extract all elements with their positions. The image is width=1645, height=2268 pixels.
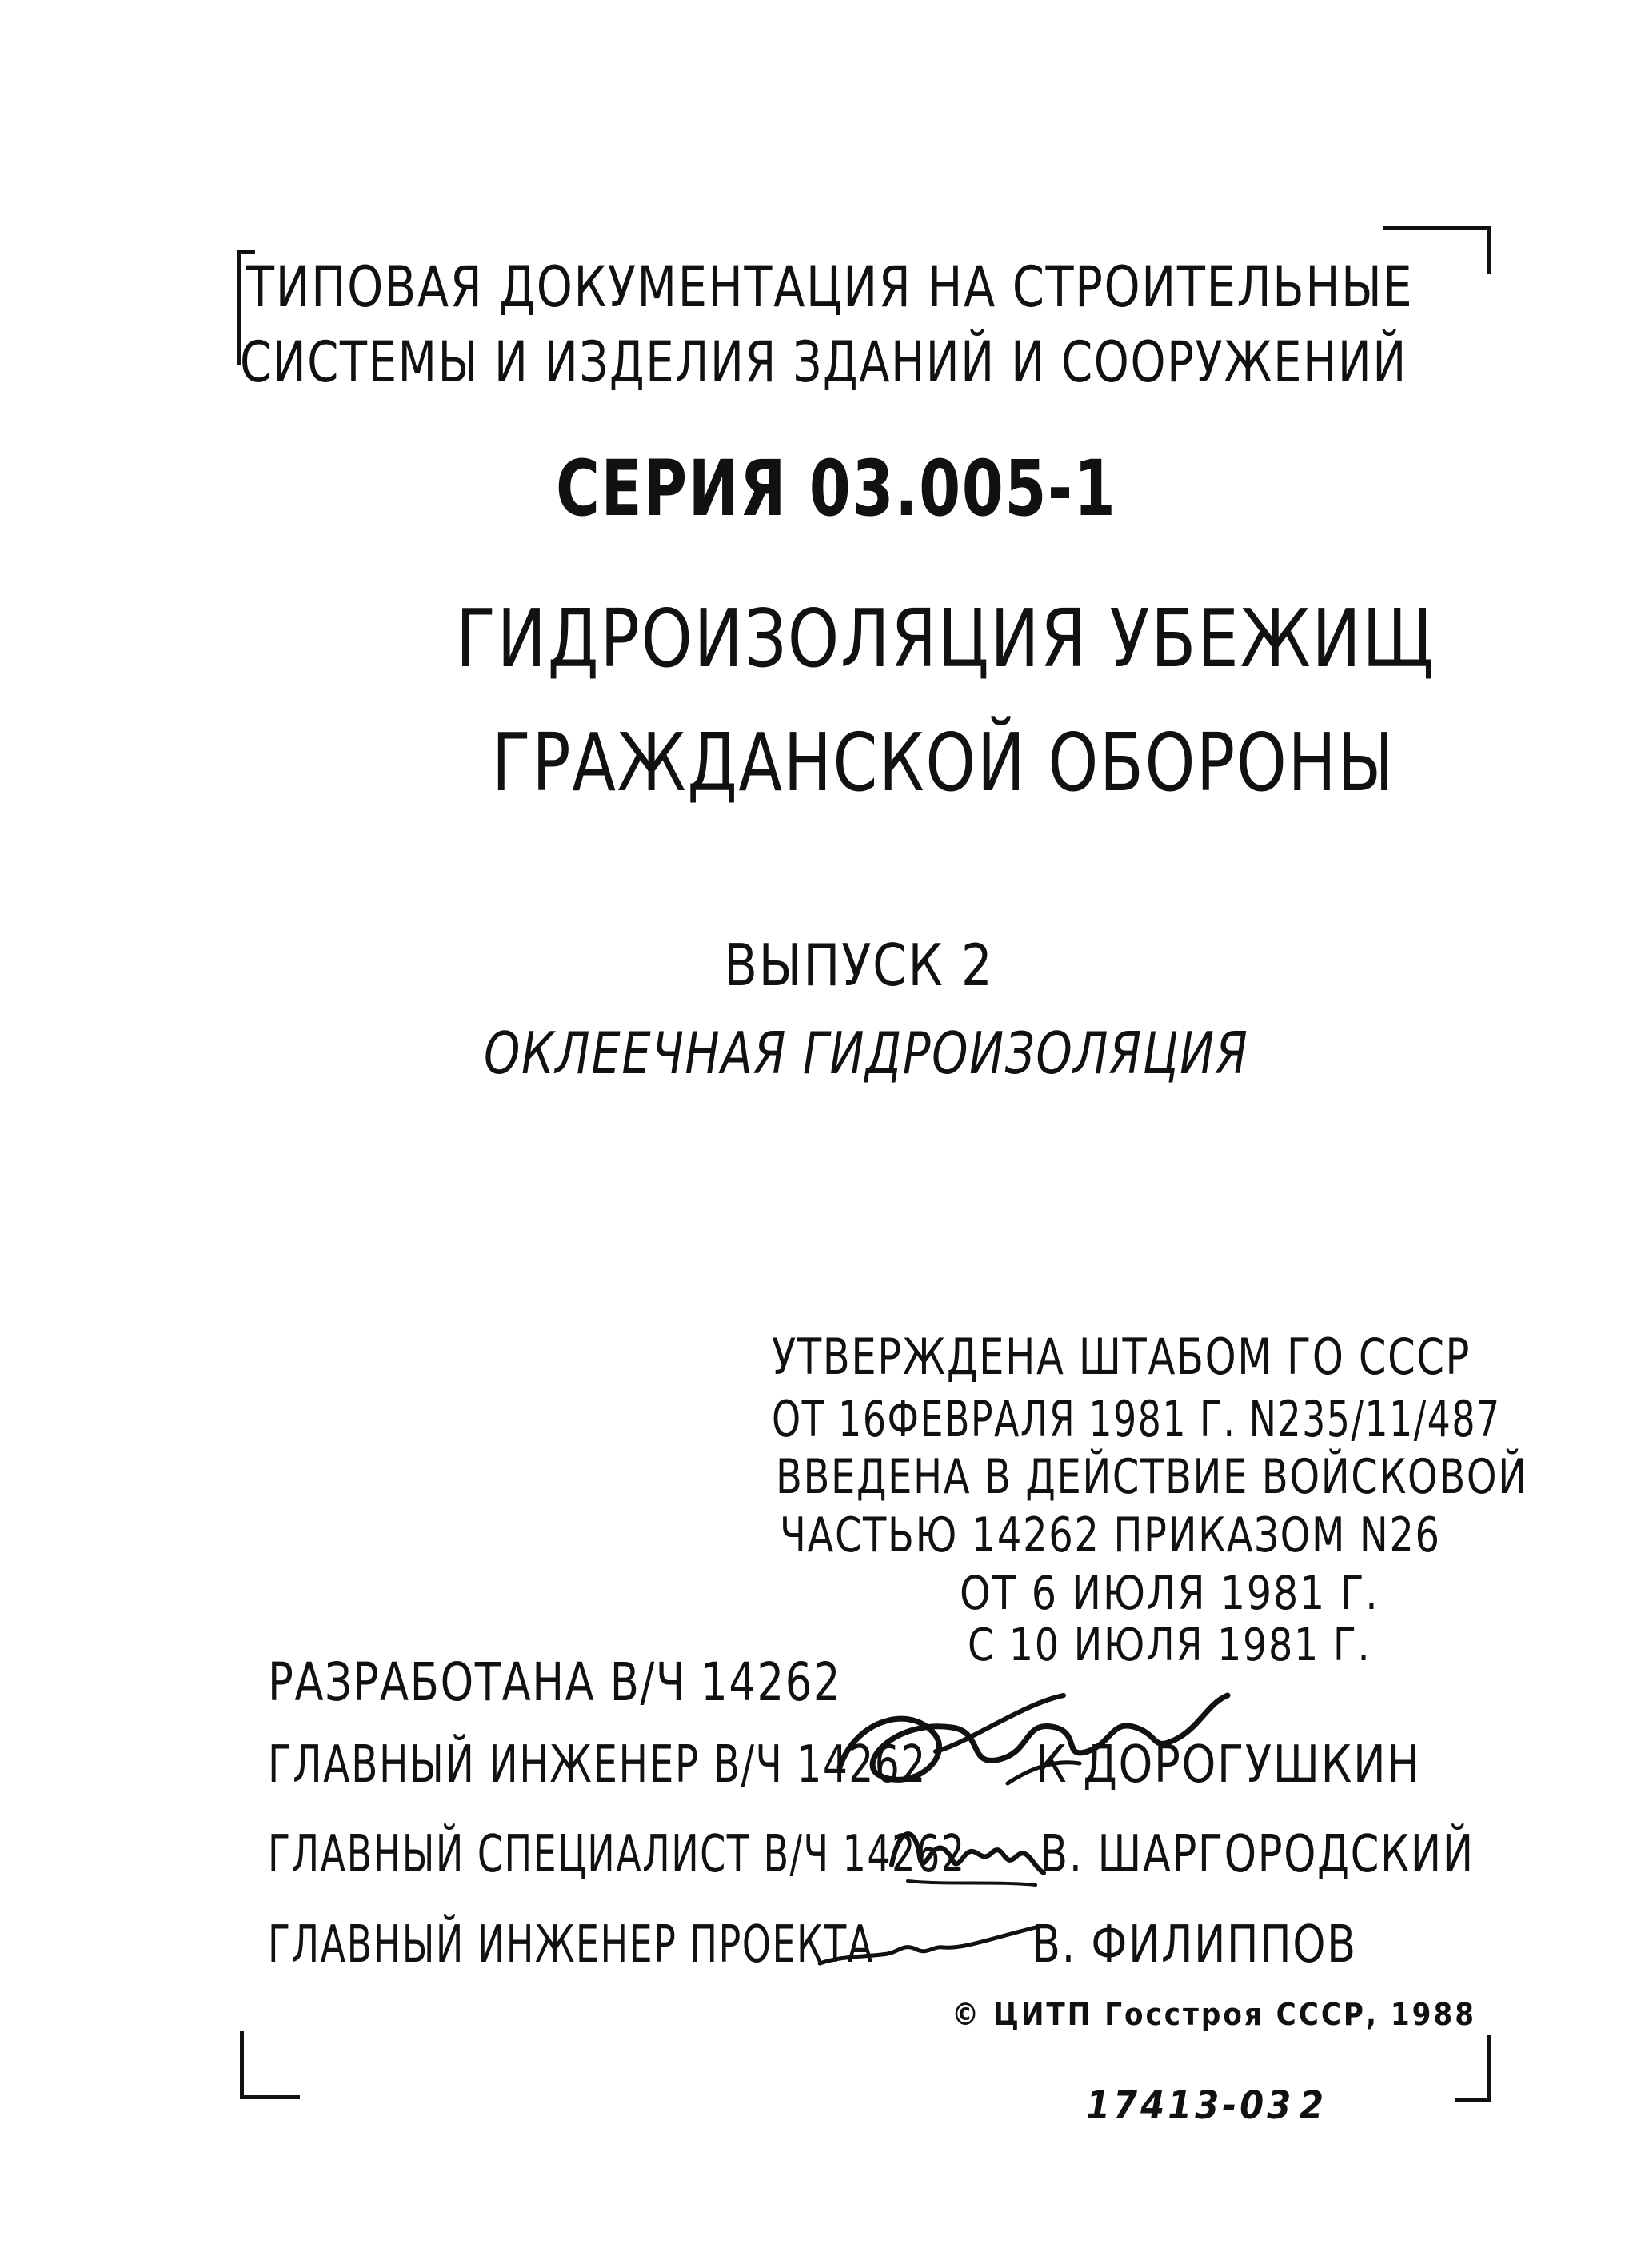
footer-code: 17413-03 [1086,2083,1295,2128]
issue-number: ВЫПУСК 2 [724,932,994,999]
chief-engineer-name: К ДОРОГУШКИН [1036,1735,1421,1795]
corner-bracket-bottom-right [1455,2035,1491,2102]
signature-shargorodsky [884,1809,1052,1897]
chief-specialist-role: ГЛАВНЫЙ СПЕЦИАЛИСТ В/Ч 14262 [268,1825,966,1884]
page-number: 2 [1300,2083,1324,2128]
document-title-line-2: ГРАЖДАНСКОЙ ОБОРОНЫ [492,716,1395,809]
series-number: СЕРИЯ 03.005-1 [556,444,1117,533]
chief-specialist-name: В. ШАРГОРОДСКИЙ [1040,1825,1475,1884]
approval-line-5: ОТ 6 ИЮЛЯ 1981 Г. [960,1566,1379,1620]
approval-line-1: УТВЕРЖДЕНА ШТАБОМ ГО СССР [772,1328,1471,1386]
approval-line-6: С 10 ИЮЛЯ 1981 Г. [968,1619,1371,1671]
approval-line-3: ВВЕДЕНА В ДЕЙСТВИЕ ВОЙСКОВОЙ [776,1449,1528,1505]
approval-line-4: ЧАСТЬЮ 14262 ПРИКАЗОМ N26 [780,1507,1441,1563]
chief-project-engineer-role: ГЛАВНЫЙ ИНЖЕНЕР ПРОЕКТА [268,1915,874,1975]
issue-name: ОКЛЕЕЧНАЯ ГИДРОИЗОЛЯЦИЯ [484,1020,1249,1087]
document-title-line-1: ГИДРОИЗОЛЯЦИЯ УБЕЖИЩ [456,592,1435,685]
signature-filippov [812,1907,1044,1979]
corner-bracket-bottom-left [240,2031,300,2099]
copyright-stamp: © ЦИТП Госстроя СССР, 1988 [952,1997,1477,2032]
signature-dorogushkin [824,1671,1240,1807]
chief-project-engineer-name: В. ФИЛИППОВ [1032,1915,1357,1975]
approval-line-2: ОТ 16ФЕВРАЛЯ 1981 Г. N235/11/487 [772,1390,1501,1448]
chief-engineer-role: ГЛАВНЫЙ ИНЖЕНЕР В/Ч 14262 [268,1735,927,1795]
header-line-2: СИСТЕМЫ И ИЗДЕЛИЯ ЗДАНИЙ И СООРУЖЕНИЙ [240,329,1407,395]
developed-by: РАЗРАБОТАНА В/Ч 14262 [268,1651,842,1713]
header-line-1: ТИПОВАЯ ДОКУМЕНТАЦИЯ НА СТРОИТЕЛЬНЫЕ [246,254,1414,320]
